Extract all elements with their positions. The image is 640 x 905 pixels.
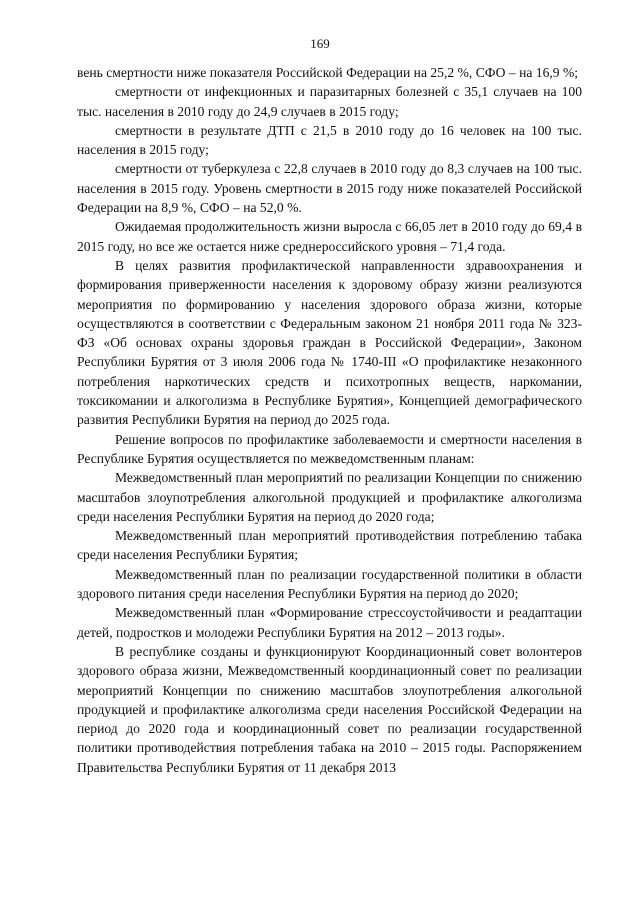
paragraph: В республике созданы и функционируют Координационный совет волонтеров здорового образа жизни, Межведомственный координационный совет по реализации мероприятий Концепции по снижению масштабов злоупотребления алкогольной продукцией и профилактике алкоголизма среди населения Российской Федерации на период до 2020 года и координационный совет по реализации государственной политики противодействия потребления табака на 2010 – 2015 годы. Распоряжением Правительства Республики Бурятия от 11 декабря 2013	[77, 643, 582, 775]
paragraph: Межведомственный план по реализации государственной политики в области здорового питания среди населения Республики Бурятия на период до 2020;	[77, 566, 582, 602]
paragraph: Межведомственный план мероприятий по реализации Концепции по снижению масштабов злоупотребления алкогольной продукцией и профилактике алкоголизма среди населения Республики Бурятия на период до 2020 года;	[77, 470, 582, 524]
paragraph: смертности от инфекционных и паразитарных болезней с 35,1 случаев на 100 тыс. населения в 2010 году до 24,9 случаев в 2015 году;	[77, 84, 582, 119]
paragraph: смертности в результате ДТП с 21,5 в 2010 году до 16 человек на 100 тыс. населения в 2015 году;	[77, 122, 582, 158]
page-body	[77, 63, 582, 777]
paragraph: вень смертности ниже показателя Российской Федерации на 25,2 %, СФО – на 16,9 %;	[77, 65, 579, 80]
paragraph: Межведомственный план «Формирование стрессоустойчивости и реадаптации детей, подростков и молодежи Республики Бурятия на 2012 – 2013 годы».	[77, 605, 582, 640]
paragraph: Решение вопросов по профилактике заболеваемости и смертности населения в Республике Бурятия осуществляется по межведомственным планам:	[77, 431, 582, 466]
paragraph: смертности от туберкулеза с 22,8 случаев в 2010 году до 8,3 случаев на 100 тыс. населения в 2015 году. Уровень смертности в 2015 году ниже показателей Российской Федерации на 8,9 %, СФО – на 52,0 %.	[77, 161, 582, 216]
page-number: 169	[310, 36, 330, 51]
paragraph: Ожидаемая продолжительность жизни выросла с 66,05 лет в 2010 году до 69,4 в 2015 году, но все же остается ниже среднероссийского уровня – 71,4 года.	[77, 219, 582, 254]
paragraph: В целях развития профилактической направленности здравоохранения и формирования приверженности населения к здоровому образу жизни реализуются мероприятия по формированию у населения здорового образа жизни, которые осуществляются в соответствии с Федеральным законом 21 ноября 2011 года № 323-ФЗ «Об основах охраны здоровья граждан в Российской Федерации», Законом Республики Бурятия от 3 июля 2006 года № 1740-III «О профилактике незаконного потребления наркотических средств и психотропных веществ, наркомании, токсикомании и алкоголизма в Республике Бурятия», Концепцией демографического развития Республики Бурятия на период до 2025 года.	[77, 257, 582, 428]
paragraph: Межведомственный план мероприятий противодействия потреблению табака среди населения Республики Бурятия;	[77, 528, 582, 563]
